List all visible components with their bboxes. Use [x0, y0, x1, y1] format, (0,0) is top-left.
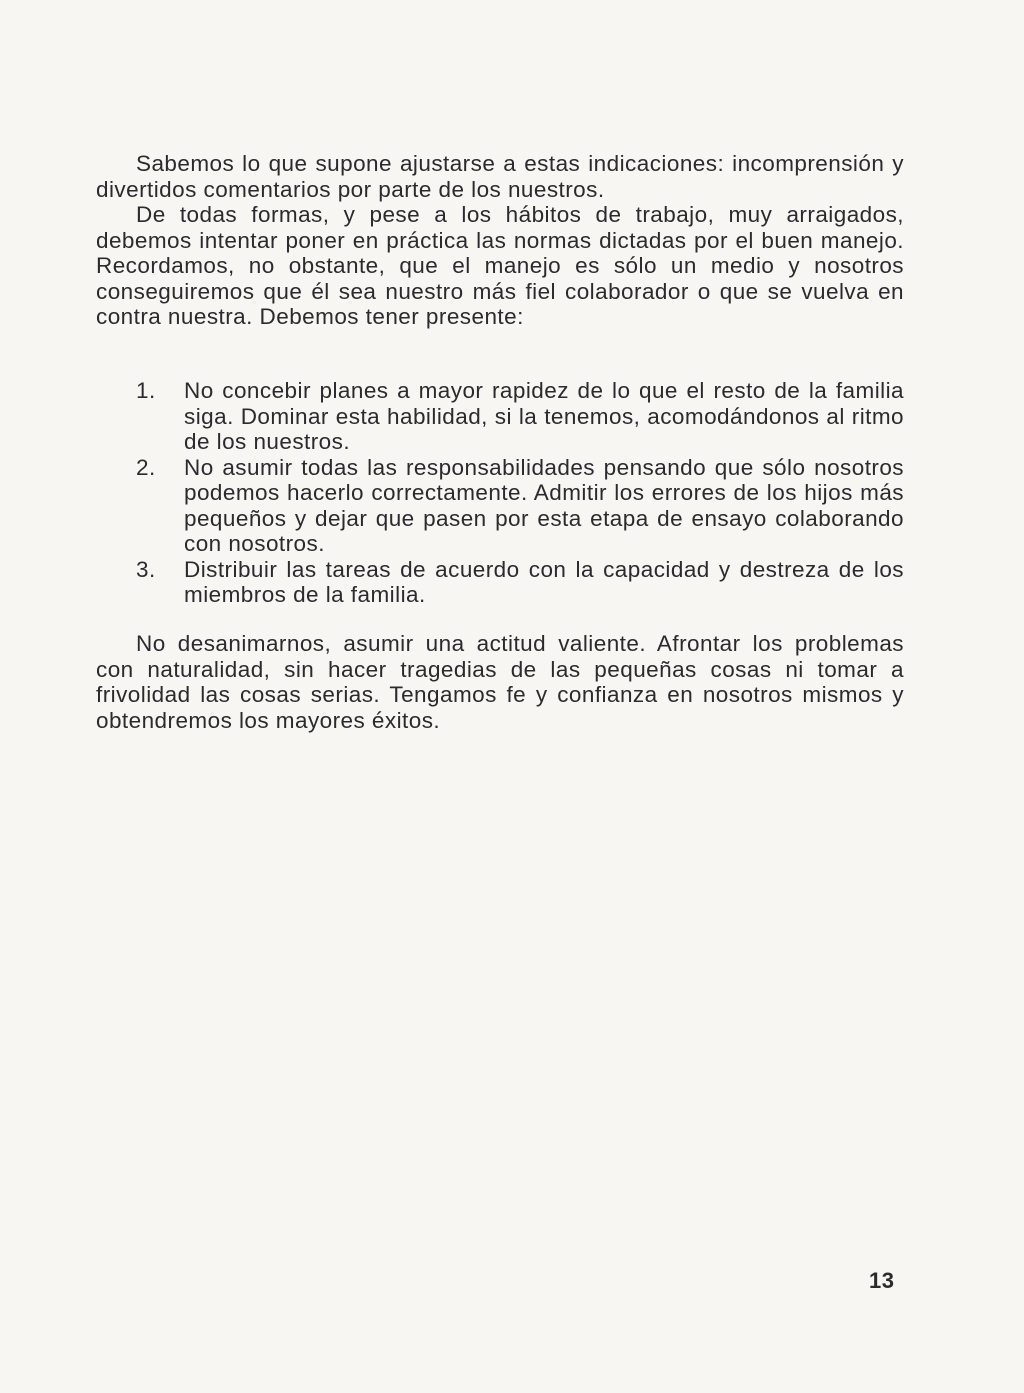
page-number: 13: [869, 1268, 895, 1293]
list-item-text: Distribuir las tareas de acuerdo con la capacidad y destreza de los miembros de la familia.: [184, 556, 904, 607]
list-item: [96, 378, 904, 455]
intro-paragraph-2: De todas formas, y pese a los hábitos de trabajo, muy arraigados, debemos intentar poner en práctica las normas dictadas por el buen manejo. Recordamos, no obstante, que el manejo es sólo un medio y nosotros conseguiremos que él sea nuestro más fiel colaborador o que se vuelva en contra nuestra. Debemos tener presente:: [96, 202, 904, 329]
numbered-list: [96, 378, 904, 608]
closing-section: [96, 631, 904, 733]
list-item-number: 3.: [136, 556, 156, 582]
list-item: [96, 557, 904, 608]
intro-paragraph-1: Sabemos lo que supone ajustarse a estas indicaciones: incomprensión y divertidos comentarios por parte de los nuestros.: [96, 151, 904, 202]
intro-section: [96, 151, 904, 330]
closing-paragraph: No desanimarnos, asumir una actitud valiente. Afrontar los problemas con naturalidad, sin hacer tragedias de las pequeñas cosas ni tomar a frivolidad las cosas serias. Tengamos fe y confianza en nosotros mismos y obtendremos los mayores éxitos.: [96, 631, 904, 733]
list-item-number: 1.: [136, 378, 156, 403]
list-item-text: No concebir planes a mayor rapidez de lo que el resto de la familia siga. Dominar esta habilidad, si la tenemos, acomodándonos al ritmo de los nuestros.: [184, 378, 904, 454]
list-item-text: No asumir todas las responsabilidades pensando que sólo nosotros podemos hacerlo correctamente. Admitir los errores de los hijos más pequeños y dejar que pasen por esta etapa de ensayo colaborando con nosotros.: [184, 454, 904, 556]
list-item: [96, 455, 904, 557]
list-item-number: 2.: [136, 454, 156, 480]
